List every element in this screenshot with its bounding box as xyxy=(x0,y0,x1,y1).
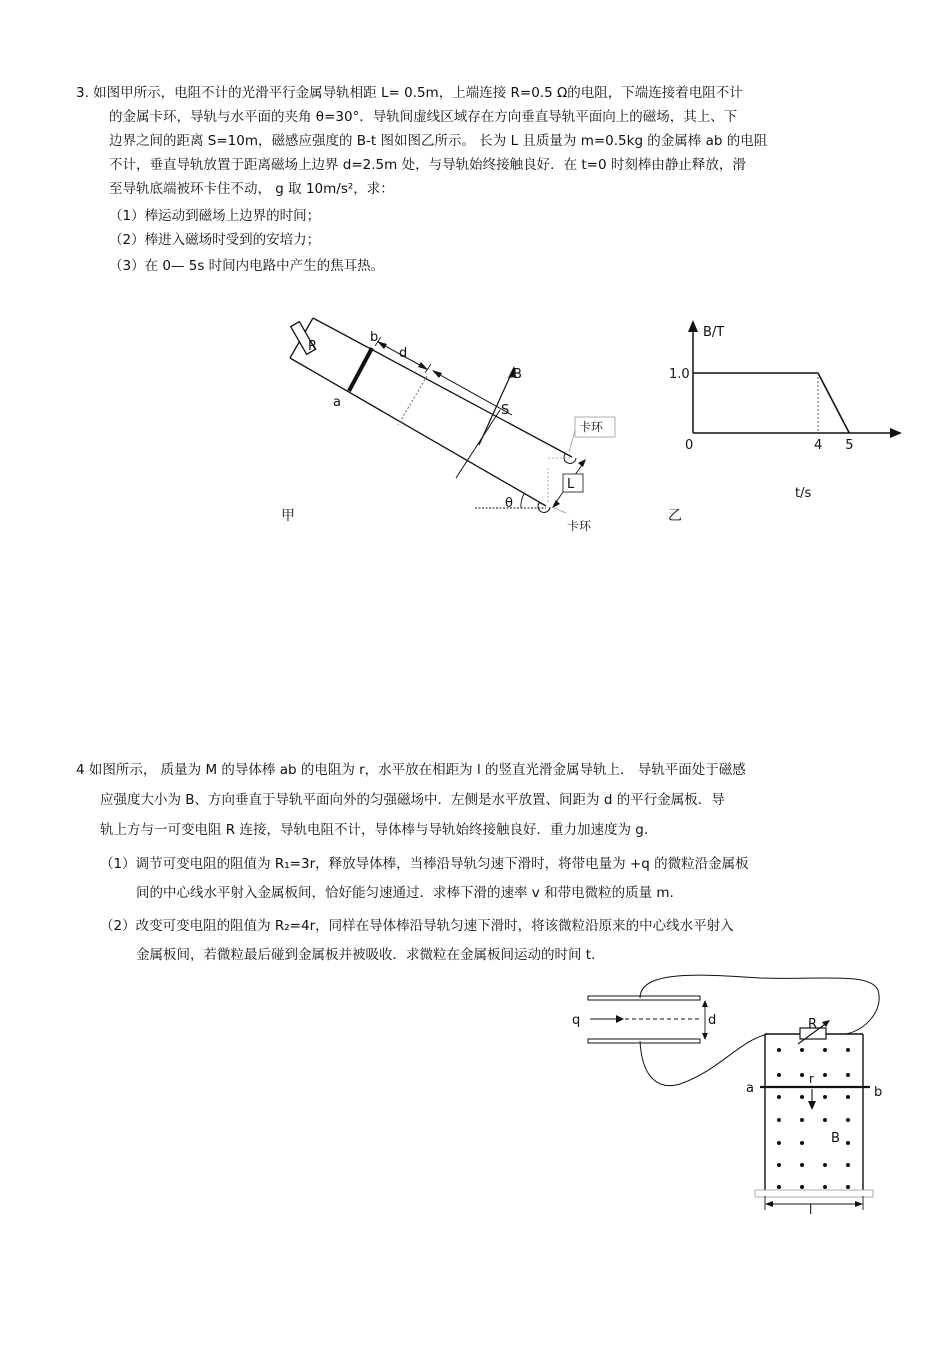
q4-line-2: 应强度大小为 B、方向垂直于导轨平面向外的匀强磁场中．左侧是水平放置、间距为 d 的平行金属板．导 xyxy=(100,792,725,808)
q3-line-5: 至导轨底端被环卡住不动， g 取 10m/s²，求： xyxy=(109,181,394,197)
label-B-jia: B xyxy=(513,367,522,382)
x-tick-0: 0 xyxy=(685,438,694,453)
q4-part1-line-2: 间的中心线水平射入金属板间，恰好能匀速通过．求棒下滑的速率 v 和带电微粒的质量 m. xyxy=(136,885,674,901)
field-dot xyxy=(800,1118,804,1122)
field-dot xyxy=(800,1185,804,1189)
label-d-q4: d xyxy=(708,1013,717,1028)
label-L: L xyxy=(567,477,575,492)
q3-line-2: 的金属卡环，导轨与水平面的夹角 θ=30°．导轨间虚线区域存在方向垂直导轨平面向上的磁场，其上、下 xyxy=(109,109,738,125)
q4-part2-line-2: 金属板间，若微粒最后碰到金属板并被吸收．求微粒在金属板间运动的时间 t. xyxy=(136,947,596,963)
field-dot xyxy=(800,1073,804,1077)
x-axis-label: t/s xyxy=(795,486,812,501)
field-dot xyxy=(846,1073,850,1077)
label-theta: θ xyxy=(505,496,513,511)
field-dot xyxy=(800,1141,804,1145)
label-ring-top: 卡环 xyxy=(579,420,604,434)
q3-line-1: 3. 如图甲所示，电阻不计的光滑平行金属导轨相距 L= 0.5m，上端连接 R=0.5 Ω的电阻，下端连接着电阻不计 xyxy=(76,85,743,101)
field-dot xyxy=(777,1141,781,1145)
q4-line-1: 4 如图所示， 质量为 M 的导体棒 ab 的电阻为 r，水平放在相距为 l 的竖直光滑金属导轨上． 导轨平面处于磁感 xyxy=(76,762,746,778)
field-dot xyxy=(823,1048,827,1052)
field-dot xyxy=(777,1118,781,1122)
label-R-jia: R xyxy=(308,339,318,354)
field-dot xyxy=(846,1185,850,1189)
label-r: r xyxy=(809,1072,814,1086)
magnetic-field-dots xyxy=(777,1048,850,1189)
q-arrow-head xyxy=(616,1015,624,1023)
field-dot xyxy=(846,1141,850,1145)
q3-line-3: 边界之间的距离 S=10m，磁感应强度的 B-t 图如图乙所示。 长为 L 且质量为 m=0.5kg 的金属棒 ab 的电阻 xyxy=(109,133,768,149)
label-a-q4: a xyxy=(746,1081,754,1096)
field-dot xyxy=(800,1163,804,1167)
field-dot xyxy=(800,1048,804,1052)
q4-line-3: 轨上方与一可变电阻 R 连接，导轨电阻不计，导体棒与导轨始终接触良好．重力加速度为 g. xyxy=(100,822,649,838)
field-dot xyxy=(846,1118,850,1122)
label-R-q4: R xyxy=(808,1017,818,1032)
field-dot xyxy=(777,1048,781,1052)
field-dot xyxy=(823,1118,827,1122)
q3-line-4: 不计，垂直导轨放置于距离磁场上边界 d=2.5m 处，与导轨始终接触良好．在 t=0 时刻棒由静止释放，滑 xyxy=(109,157,746,173)
field-dot xyxy=(800,1095,804,1099)
field-dot xyxy=(846,1163,850,1167)
field-dot xyxy=(823,1073,827,1077)
field-dot xyxy=(777,1095,781,1099)
q4-part2-line-1: （2）改变可变电阻的阻值为 R₂=4r，同样在导体棒沿导轨匀速下滑时，将该微粒沿原来的中心线水平射入 xyxy=(100,918,734,934)
q4-part1-line-1: （1）调节可变电阻的阻值为 R₁=3r，释放导体棒，当棒沿导轨匀速下滑时，将带电量为 +q 的微粒沿金属板 xyxy=(100,856,749,872)
q3-part-3: （3）在 0— 5s 时间内电路中产生的焦耳热。 xyxy=(109,258,385,274)
label-B-q4: B xyxy=(831,1131,840,1146)
field-dot xyxy=(846,1095,850,1099)
label-b: b xyxy=(370,330,379,345)
y-tick-1.0: 1.0 xyxy=(669,367,690,382)
label-b-q4: b xyxy=(874,1085,883,1100)
field-dot xyxy=(777,1163,781,1167)
label-a: a xyxy=(333,395,341,410)
field-dot xyxy=(823,1095,827,1099)
wire-top xyxy=(640,975,879,1034)
label-ring-bottom: 卡环 xyxy=(567,519,592,533)
field-dot xyxy=(823,1163,827,1167)
plate-bottom xyxy=(588,1039,700,1043)
field-dot xyxy=(846,1048,850,1052)
x-tick-4: 4 xyxy=(814,438,823,453)
q3-part-1: （1）棒运动到磁场上边界的时间； xyxy=(109,208,321,224)
field-dot xyxy=(823,1185,827,1189)
y-axis-label: B/T xyxy=(703,325,725,340)
label-l: l xyxy=(809,1203,813,1217)
caption-yi: 乙 xyxy=(668,508,682,524)
label-q: q xyxy=(572,1013,581,1028)
q3-part-2: （2）棒进入磁场时受到的安培力； xyxy=(109,232,321,248)
field-dot xyxy=(777,1073,781,1077)
label-S: S xyxy=(501,403,510,418)
plate-top xyxy=(588,996,700,1000)
caption-jia: 甲 xyxy=(281,508,295,524)
field-dot xyxy=(777,1185,781,1189)
label-d: d xyxy=(399,346,408,361)
x-tick-5: 5 xyxy=(845,438,854,453)
